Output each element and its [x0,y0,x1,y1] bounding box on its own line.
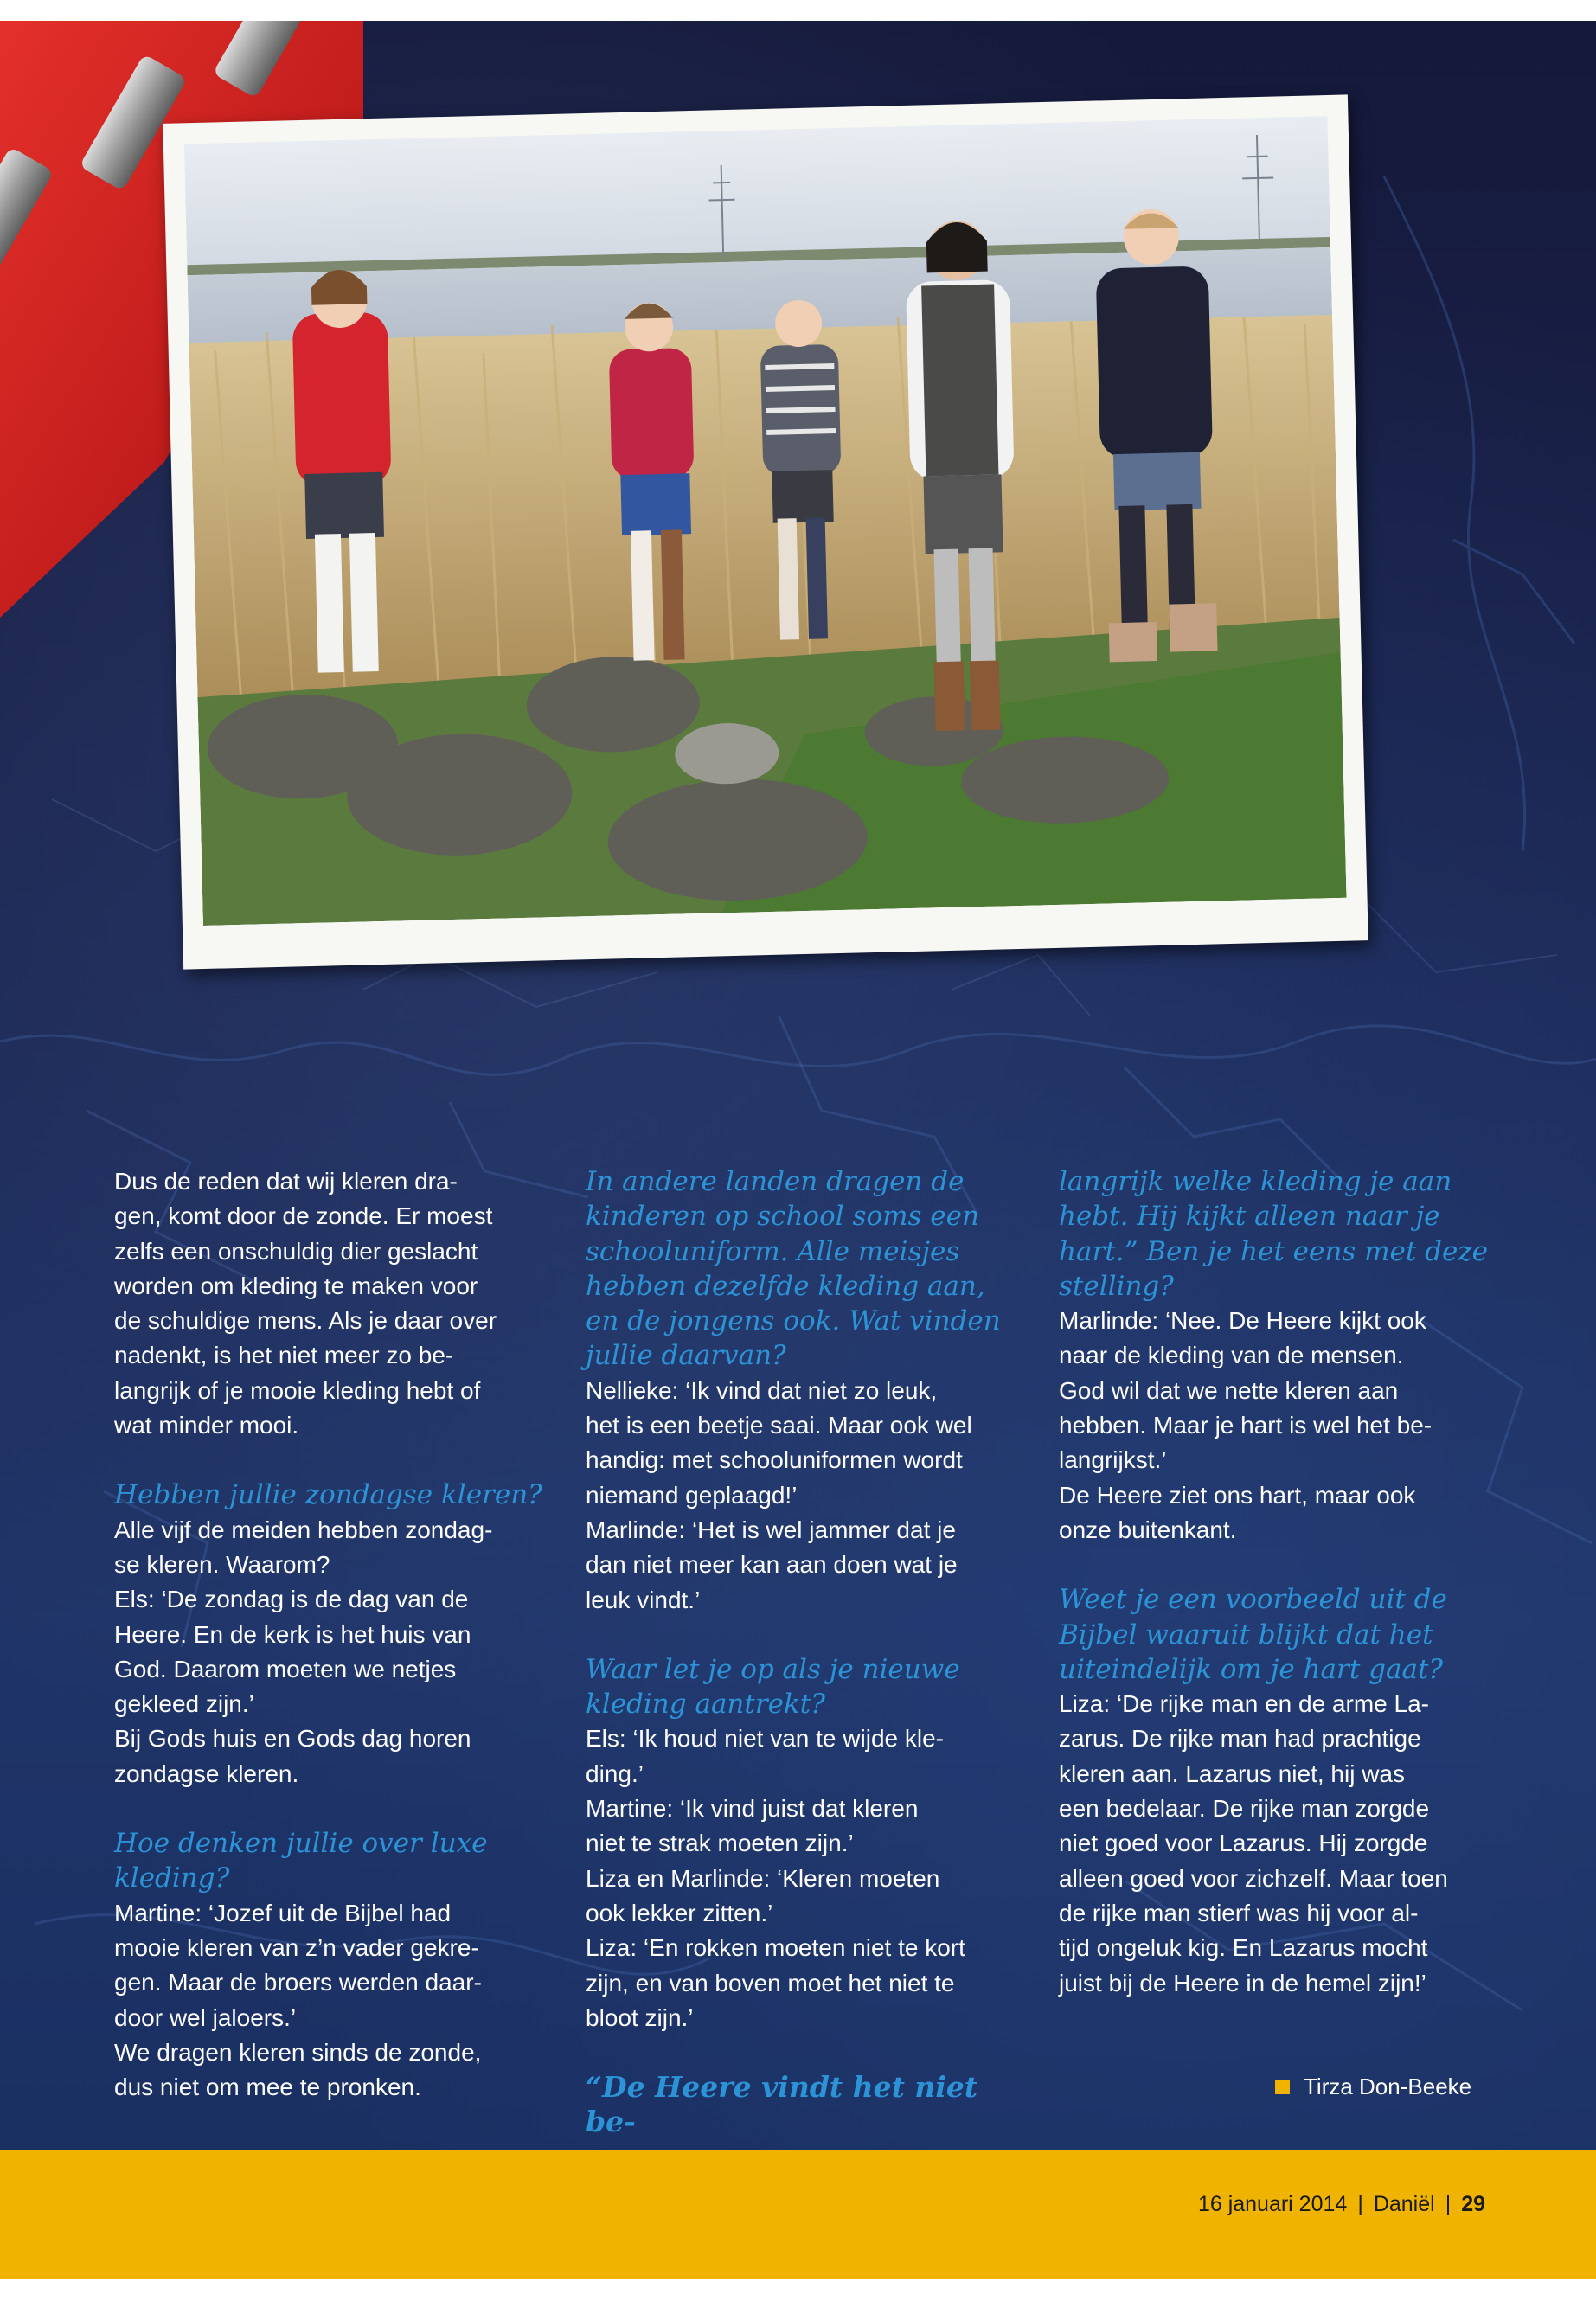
body-text-line: Dus de reden dat wij kleren dra- [114,1168,458,1195]
photo-frame [163,94,1368,969]
paragraph-gap [114,1443,555,1477]
body-text-line: langrijk of je mooie kleding hebt of [114,1376,481,1404]
question-line: uiteindelijk om je hart gaat? [1059,1653,1444,1685]
body-text-line: God. Daarom moeten we netjes [114,1655,457,1682]
body-text-line: niemand geplaagd!’ [586,1481,798,1509]
body-text-line: Nellieke: ‘Ik vind dat niet zo leuk, [586,1376,938,1404]
body-text-line: nadenkt, is het niet meer zo be- [114,1342,454,1369]
question-line: hebt. Hij kijkt alleen naar je [1059,1201,1440,1233]
body-text-line: een bedelaar. De rijke man zorgde [1059,1795,1430,1823]
footer-separator: | [1445,2192,1452,2216]
body-text-line: Heere. En de kerk is het huis van [114,1620,471,1648]
body-text-line: tijd ongeluk kig. En Lazarus mocht [1059,1934,1428,1962]
body-text-line: hebben. Maar je hart is wel het be- [1059,1412,1433,1439]
pull-quote-line: “De Heere vindt het niet be- [586,2070,978,2139]
body-text-line: het is een beetje saai. Maar ook wel [586,1412,972,1439]
body-text-line: wat minder mooi. [114,1412,299,1439]
question-line: schooluniform. Alle meisjes [586,1235,960,1267]
body-text-line: de schuldige mens. Als je daar over [114,1307,497,1335]
article-column-3 [1059,1164,1500,2001]
byline-square-icon [1275,2080,1290,2094]
body-text-line: zondagse kleren. [114,1759,299,1787]
question-line: langrijk welke kleding je aan [1059,1166,1452,1197]
paragraph-gap [586,1618,1027,1652]
body-text-line: dus niet om mee te pronken. [114,2073,421,2101]
body-text-line: Liza: ‘De rijke man en de arme La- [1059,1690,1429,1718]
body-text-line: alleen goed voor zichzelf. Maar toen [1059,1864,1448,1892]
footer-date: 16 januari 2014 [1197,2192,1348,2216]
body-text-line: We dragen kleren sinds de zonde, [114,2038,482,2066]
body-text-line: Els: ‘Ik houd niet van te wijde kle- [586,1725,944,1753]
body-text-line: Martine: ‘Ik vind juist dat kleren [586,1795,919,1823]
body-text-line: de rijke man stierf was hij voor al- [1059,1899,1419,1926]
body-text-line: Marlinde: ‘Nee. De Heere kijkt ook [1059,1307,1426,1335]
body-text-line: leuk vindt.’ [586,1586,701,1613]
photo [184,116,1347,926]
body-text-line: Bij Gods huis en Gods dag horen [114,1725,471,1753]
photo-five-girls-reeds-lake-icon [184,116,1347,926]
body-text-line: De Heere ziet ons hart, maar ook [1059,1481,1416,1509]
body-text-line: zelfs een onschuldig dier geslacht [114,1237,478,1265]
body-text-line: juist bij de Heere in de hemel zijn!’ [1059,1969,1426,1997]
body-text-line: gekleed zijn.’ [114,1690,254,1718]
page-background [0,21,1596,2150]
body-text-line: onze buitenkant. [1059,1516,1237,1543]
question-line: stelling? [1059,1270,1174,1302]
body-text-line: gen. Maar de broers werden daar- [114,1969,482,1997]
body-text-line: bloot zijn.’ [586,2003,694,2031]
question-line: In andere landen dragen de [586,1166,965,1197]
page-number: 29 [1461,2192,1485,2216]
question-line: jullie daarvan? [586,1340,786,1372]
body-text-line: worden om kleding te maken voor [114,1272,478,1299]
question-line: hebben dezelfde kleding aan, [586,1270,985,1302]
body-text-line: niet goed voor Lazarus. Hij zorgde [1059,1830,1428,1857]
body-text-line: handig: met schooluniformen wordt [586,1446,963,1474]
question-line: kleding aantrekt? [586,1689,825,1721]
page-footer [0,2150,1596,2279]
author-byline [1275,2073,1471,2100]
body-text-line: Marlinde: ‘Het is wel jammer dat je [586,1516,956,1543]
body-text-line: Martine: ‘Jozef uit de Bijbel had [114,1899,452,1926]
body-text-line: zijn, en van boven moet het niet te [586,1969,955,1997]
question-line: Waar let je op als je nieuwe [586,1653,960,1685]
footer-separator: | [1357,2192,1363,2216]
question-line: hart.” Ben je het eens met deze [1059,1235,1488,1267]
body-text-line: door wel jaloers.’ [114,2003,297,2031]
body-text-line: Liza: ‘En rokken moeten niet te kort [586,1934,965,1962]
question-line: en de jongens ook. Wat vinden [586,1305,1001,1337]
author-name: Tirza Don-Beeke [1304,2073,1472,2099]
body-text-line: kleren aan. Lazarus niet, hij was [1059,1759,1405,1787]
body-text-line: naar de kleding van de mensen. [1059,1342,1404,1369]
body-text-line: langrijkst.’ [1059,1446,1167,1474]
body-text-line: God wil dat we nette kleren aan [1059,1376,1399,1404]
question-line: kleding? [114,1862,230,1894]
footer-magazine-name: Daniël [1373,2192,1435,2216]
body-text-line: niet te strak moeten zijn.’ [586,1830,854,1857]
body-text-line: ding.’ [586,1759,644,1787]
body-text-line: Alle vijf de meiden hebben zondag- [114,1516,493,1543]
question-line: Weet je een voorbeeld uit de [1059,1584,1447,1616]
article-column-1 [114,1164,555,2105]
body-text-line: Els: ‘De zondag is de dag van de [114,1586,469,1613]
body-text-line: gen, komt door de zonde. Er moest [114,1202,493,1230]
body-text-line: zarus. De rijke man had prachtige [1059,1725,1421,1753]
body-text-line: se kleren. Waarom? [114,1550,330,1578]
body-text-line: ook lekker zitten.’ [586,1899,773,1926]
question-line: Hebben jullie zondagse kleren? [114,1479,542,1511]
body-text-line: Liza en Marlinde: ‘Kleren moeten [586,1864,940,1892]
body-text-line: mooie kleren van z’n vader gekre- [114,1933,479,1961]
paragraph-gap [1059,1548,1500,1582]
question-line: Hoe denken jullie over luxe [114,1828,488,1860]
paragraph-gap [114,1791,555,1826]
question-line: Bijbel waaruit blijkt dat het [1059,1618,1433,1650]
question-line: kinderen op school soms een [586,1201,979,1233]
article-column-2 [586,1164,1027,2140]
body-text-line: dan niet meer kan aan doen wat je [586,1551,958,1579]
footer-text [1198,2192,1485,2217]
paragraph-gap [586,2035,1027,2070]
